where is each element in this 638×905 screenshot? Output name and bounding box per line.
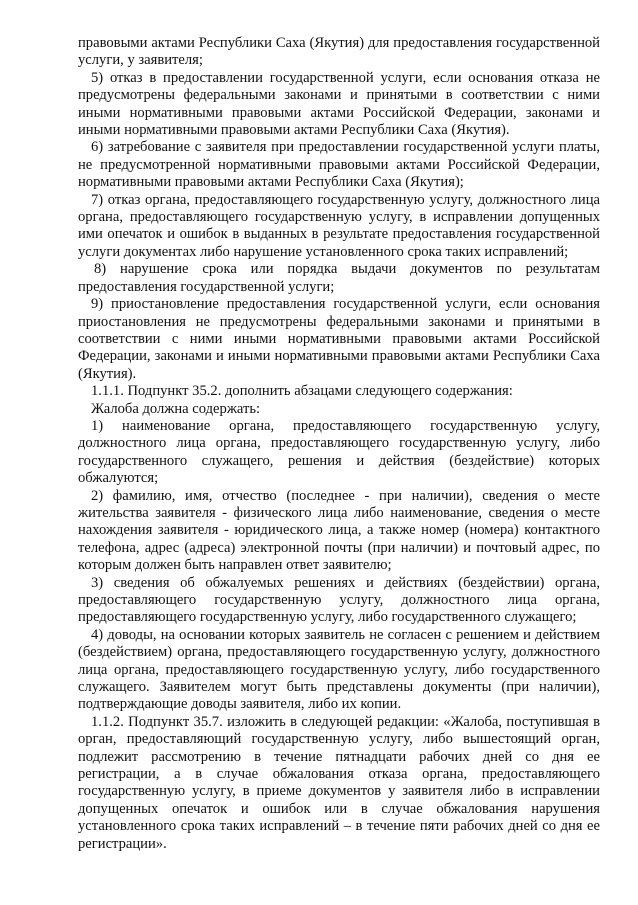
- paragraph-complaint-intro: Жалоба должна содержать:: [91, 400, 261, 417]
- paragraph-complaint-1: 1) наименование органа, предоставляющего государственную услугу, должностного лица органа, предоставляющего государственную услугу, либо государственного служащего, решения и действия (бездействие) которых обжалуются;: [78, 417, 600, 487]
- paragraph-item-6: 6) затребование с заявителя при предоставлении государственной услуги платы, не предусмотренной нормативными правовыми актами Российской Федерации, нормативными правовыми актами Республики Саха (Якутия);: [78, 139, 600, 191]
- paragraph-item-7: 7) отказ органа, предоставляющего государственную услугу, должностного лица органа, предоставляющего государственную услугу, в исправлении допущенных ими опечаток и ошибок в выданных в результате предоставления государственной услуги документах либо нарушение установленного срока таких исправлений;: [78, 191, 600, 260]
- document-page: [78, 35, 600, 853]
- paragraph-item-9: 9) приостановление предоставления государственной услуги, если основания приостановления не предусмотрены федеральными законами и принятыми в соответствии с ними иными нормативными правовыми актами Российской Федерации, законами и иными нормативными правовыми актами Республики Саха (Якутия).: [78, 296, 600, 382]
- paragraph-clause-1-1-1: 1.1.1. Подпункт 35.2. дополнить абзацами следующего содержания:: [91, 383, 513, 400]
- paragraph-item-8: 8) нарушение срока или порядка выдачи документов по результатам предоставления государственной услуги;: [78, 261, 600, 295]
- paragraph-clause-1-1-2: 1.1.2. Подпункт 35.7. изложить в следующей редакции: «Жалоба, поступившая в орган, предоставляющий государственную услугу, либо вышестоящий орган, подлежит рассмотрению в течение пятнадцати рабочих дней со дня ее регистрации, а в случае обжалования отказа органа, предоставляющего государственную услугу, в приеме документов у заявителя либо в исправлении допущенных опечаток и ошибок или в случае обжалования нарушения установленного срока таких исправлений – в течение пяти рабочих дней со дня ее регистрации».: [78, 713, 600, 852]
- paragraph-continuation: правовыми актами Республики Саха (Якутия) для предоставления государственной услуги, у заявителя;: [78, 35, 600, 69]
- paragraph-item-5: 5) отказ в предоставлении государственной услуги, если основания отказа не предусмотрены федеральными законами и принятыми в соответствии с ними иными нормативными правовыми актами Российской Федерации, законами и иными нормативными правовыми актами Республики Саха (Якутия).: [78, 69, 600, 139]
- paragraph-complaint-2: 2) фамилию, имя, отчество (последнее - при наличии), сведения о месте жительства заявителя - физического лица либо наименование, сведения о месте нахождения заявителя - юридического лица, а также номер (номера) контактного телефона, адрес (адреса) электронной почты (при наличии) и почтовый адрес, по которым должен быть направлен ответ заявителю;: [78, 487, 600, 574]
- paragraph-complaint-4: 4) доводы, на основании которых заявитель не согласен с решением и действием (бездействием) органа, предоставляющего государственную услугу, должностного лица органа, предоставляющего государственную услугу, либо государственного служащего. Заявителем могут быть представлены документы (при наличии), подтверждающие доводы заявителя, либо их копии.: [78, 626, 600, 713]
- paragraph-complaint-3: 3) сведения об обжалуемых решениях и действиях (бездействии) органа, предоставляющего государственную услугу, должностного лица органа, предоставляющего государственную услугу, либо государственного служащего;: [78, 574, 600, 626]
